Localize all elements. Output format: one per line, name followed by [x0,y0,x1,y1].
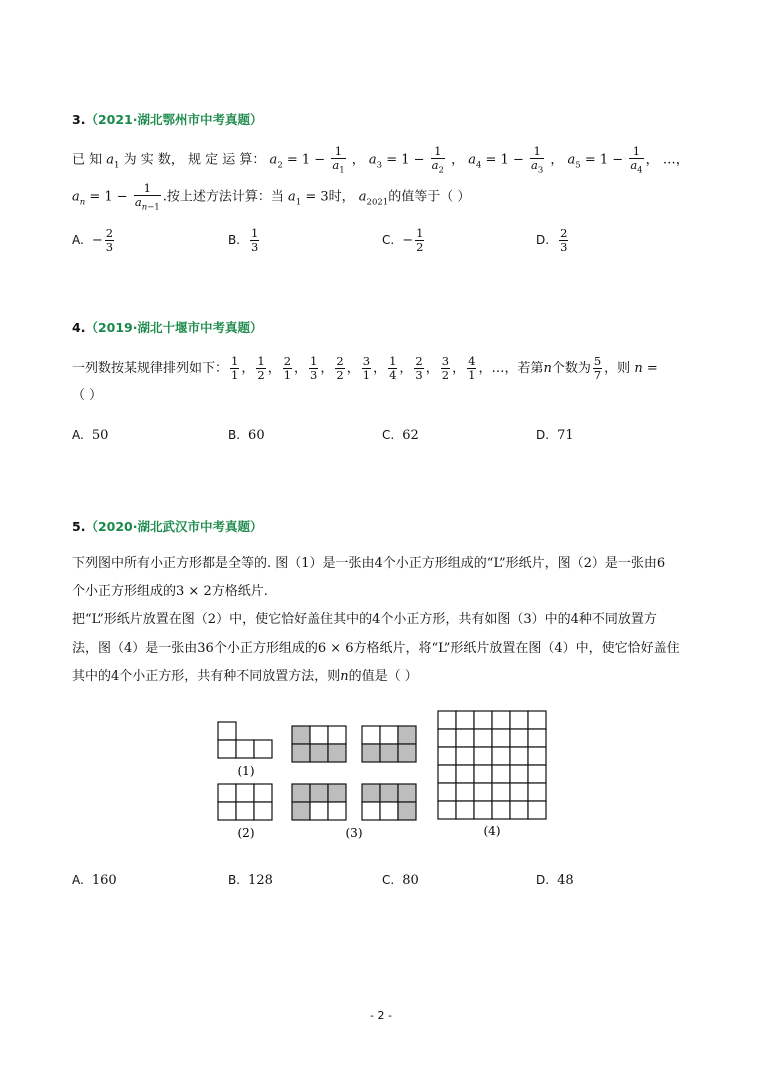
fig3-grid-b [362,726,416,762]
option-label: C. [382,873,395,887]
q5-text: 法，图（4）是一张由36个小正方形组成的 [72,641,318,656]
grid-cell [510,765,528,783]
q3-option-c[interactable] [382,228,426,253]
grid-cell [474,783,492,801]
q4-target-fraction: $\frac{5}{7}$ [593,354,602,382]
q3-text: 已 知 [72,152,103,168]
q3-line1: 已 知 $a_1$ 为 实 数， 规 定 运 算： $a_2 = 1$ − $\frac{1}{a_1}$ ， $a_3 = 1$ − $\frac{1}{a_2}$ ， $a_4 = 1$ − $\frac{1}{a_3}$ ， $a_5 = 1$ − $\frac{1}{a_4}$ ， …， [72,144,689,175]
option-label: D. [536,873,550,887]
q4-line2 [72,386,102,406]
grid-cell [492,729,510,747]
grid-cell [474,747,492,765]
option-label: A. [72,428,84,442]
q3-fraction: $\frac{1}{a_4}$ [630,144,643,175]
q5-text: 的值是（ ） [348,669,418,684]
grid-cell [528,801,546,819]
grid-cell [474,765,492,783]
sequence-fraction: $\frac{1}{2}$ [257,354,265,382]
grid-cell [438,783,456,801]
option-value: 128 [248,873,273,888]
q3-fraction: $\frac{1}{a_{n-1}}$ [134,181,160,212]
q5-line1: 下列图中所有小正方形都是全等的. 图（1）是一张由4个小正方形组成的“L”形纸片，图（2）是一张由6 [72,556,666,571]
q4-line1: 一列数按某规律排列如下： $\frac{1}{1}$ ， $\frac{1}{2}$ ， $\frac{2}{1}$ ， $\frac{1}{3}$ ， $\frac{2}{2}$ ， $\frac{3}{1}$ ， $\frac{1}{4}$ ， $\frac{2}{3}$ ， $\frac{3}{2}$ ， $\frac{4}{1}$ ，…，若第n个数为 $\frac{5}{7}$ ，则 n = [72,354,658,382]
grid-cell [456,801,474,819]
option-fraction: $\frac{2}{3}$ [105,226,114,254]
grid-cell [510,783,528,801]
q3-number: 3. [72,112,86,127]
sequence-fraction: $\frac{1}{3}$ [310,354,318,382]
grid-cell [456,711,474,729]
grid-cell [492,765,510,783]
sequence-fraction: $\frac{1}{1}$ [231,354,239,382]
q5-line3: 把“L”形纸片放置在图（2）中，使它恰好盖住其中的4个小正方形，共有如图（3）中的4种不同放置方 [72,612,657,627]
q5-option-b[interactable] [228,873,273,888]
grid-cell [438,747,456,765]
grid-cell [528,729,546,747]
option-value: 80 [402,873,419,888]
q5-option-a[interactable] [72,873,117,888]
q4-sequence: $\frac{1}{1}$ ， $\frac{1}{2}$ ， $\frac{2}{1}$ ， $\frac{1}{3}$ ， $\frac{2}{2}$ ， $\frac{3}{1}$ ， $\frac{1}{4}$ ， $\frac{2}{3}$ ， $\frac{3}{2}$ ， $\frac{4}{1}$ [231,354,476,382]
q4-option-b[interactable] [228,428,265,443]
grid-cell [456,783,474,801]
option-label: D. [536,233,550,247]
grid-cell [474,729,492,747]
option-value: 50 [91,428,109,443]
option-value: 71 [557,428,574,443]
option-fraction: $\frac{1}{3}$ [251,226,259,254]
q5-text: 方格纸片. [211,584,268,599]
option-label: B. [228,233,241,247]
q4-blank: （ ） [72,388,103,403]
option-label: B. [228,428,241,442]
q3-option-a[interactable] [72,228,116,253]
option-label: D. [536,428,550,442]
grid-cell [510,711,528,729]
q5-option-d[interactable] [536,873,574,888]
option-label: B. [228,873,241,887]
q4-text: 一列数按某规律排列如下： [72,361,229,376]
q3-text: ， …， [645,152,689,168]
q3-source: （2021·湖北鄂州市中考真题） [85,112,263,127]
fig3-grid-c [292,784,346,820]
page-number: - 2 - [370,1009,392,1022]
q3-option-d[interactable] [536,228,570,253]
sequence-fraction: $\frac{1}{4}$ [389,354,397,382]
fig4-label: (4) [483,824,501,838]
q3-fraction: $\frac{1}{a_3}$ [530,144,544,175]
fig2-label: (2) [237,826,255,840]
grid-cell [438,801,456,819]
grid-cell [528,783,546,801]
q3-fraction: $\frac{1}{a_1}$ [332,144,345,175]
fig1-label: (1) [237,764,255,778]
q4-text: ，则 [604,361,631,376]
grid-cell [438,765,456,783]
grid-cell [510,747,528,765]
grid-cell [492,747,510,765]
q4-option-c[interactable] [382,428,419,443]
option-label: A. [72,873,84,887]
grid-cell [456,729,474,747]
grid-cell [492,783,510,801]
q4-option-a[interactable] [72,428,108,443]
q4-number: 4. [72,320,86,335]
option-label: A. [72,233,84,247]
grid-cell [474,801,492,819]
sequence-fraction: $\frac{2}{2}$ [336,354,344,382]
q5-option-c[interactable] [382,873,419,888]
q3-text: 为 实 数， 规 定 运 算： [123,152,266,168]
q5-line5: 其中的4个小正方形，共有种不同放置方法，则n的值是（ ） [72,669,418,684]
grid-cell [438,711,456,729]
option-sign: − [402,233,414,248]
q3-option-b[interactable] [228,228,261,253]
option-fraction: $\frac{1}{2}$ [416,226,424,254]
q3-fraction: $\frac{1}{a_2}$ [431,144,444,175]
q5-text: 方格纸片，将“L”形纸片放置在图（4）中，使它恰好盖住 [353,641,680,656]
q4-source: （2019·湖北十堰市中考真题） [85,320,263,335]
sequence-fraction: $\frac{2}{3}$ [415,354,423,382]
sequence-fraction: $\frac{3}{1}$ [362,354,371,382]
sequence-fraction: $\frac{4}{1}$ [468,354,476,382]
q5-text: 个小正方形组成的 [72,584,177,599]
fig3-grid-a [292,726,346,762]
fig1-l-shape [218,722,272,758]
fig3-label: (3) [345,826,363,840]
fig3-grid-d [362,784,416,820]
option-label: C. [382,233,395,247]
sequence-fraction: $\frac{3}{2}$ [441,354,450,382]
grid-cell [528,747,546,765]
grid-cell [492,711,510,729]
q5-line4: 法，图（4）是一张由36个小正方形组成的6 × 6方格纸片，将“L”形纸片放置在图（4）中，使它恰好盖住 [72,641,680,656]
grid-cell [492,801,510,819]
option-sign: − [91,233,103,248]
q5-text: 其中的4个小正方形，共有种不同放置方法，则 [72,669,341,684]
q5-number: 5. [72,519,86,534]
q5-figure [210,700,560,850]
option-value: 62 [402,428,419,443]
option-value: 160 [91,873,117,888]
q3-text: 的值等于（ ） [388,189,471,205]
grid-cell [456,747,474,765]
fig2-grid [218,784,272,820]
option-fraction: $\frac{2}{3}$ [560,226,568,254]
q4-header [72,318,263,336]
grid-cell [474,711,492,729]
grid-cell [528,765,546,783]
q4-text: 个数为 [551,361,591,376]
grid-cell [456,765,474,783]
q4-option-d[interactable] [536,428,574,443]
q3-text: .按上述方法计算：当 [162,189,284,205]
q5-header [72,517,263,535]
option-value: 48 [557,873,574,888]
q3-text: 时， [328,189,355,205]
option-label: C. [382,428,395,442]
grid-cell [510,801,528,819]
q3-line2: $a_n = 1$ − $\frac{1}{a_{n-1}}$ .按上述方法计算：当 $a_1 = 3$时， $a_{2021}$的值等于（ ） [72,181,471,212]
q3-header [72,110,263,128]
option-value: 60 [248,428,265,443]
fig4-grid [438,711,546,819]
q5-line2: 个小正方形组成的3 × 2方格纸片. [72,584,268,599]
q5-source: （2020·湖北武汉市中考真题） [85,519,263,534]
q4-text: ，…，若第 [478,361,544,376]
grid-cell [528,711,546,729]
grid-cell [510,729,528,747]
sequence-fraction: $\frac{2}{1}$ [283,354,292,382]
grid-cell [438,729,456,747]
